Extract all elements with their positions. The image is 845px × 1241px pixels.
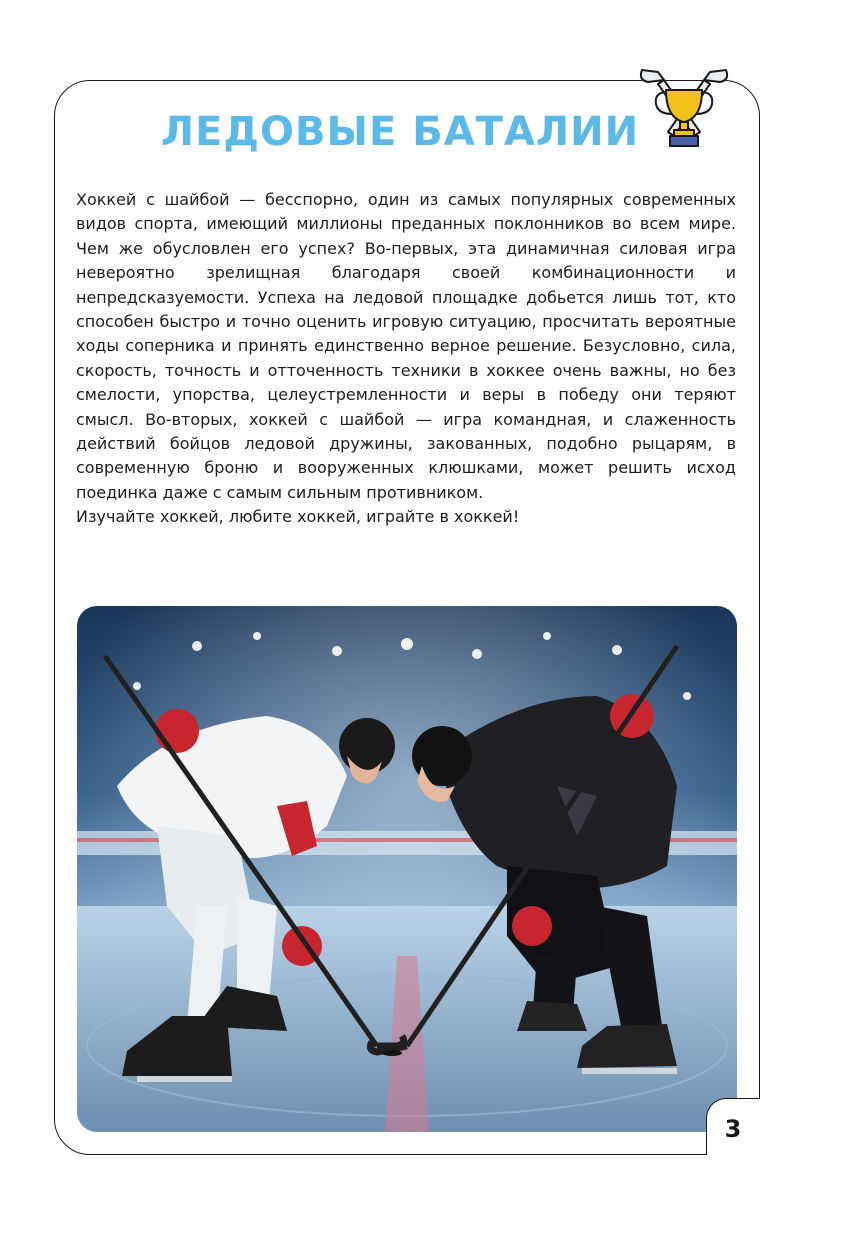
hockey-faceoff-photo <box>77 606 737 1132</box>
photo-illustration <box>77 606 737 1132</box>
article-text <box>76 188 736 530</box>
trophy-with-crossed-hockey-sticks-icon <box>634 62 734 154</box>
paragraph-slogan: Изучайте хоккей, любите хоккей, играйте в хоккей! <box>76 507 520 527</box>
paragraph-intro: Хоккей с шайбой — бесспорно, один из самых популярных современных видов спорта, имеющий миллионы преданных поклонников во всем мире. Чем же обусловлен его успех? Во-первых, эта динамичная силовая игра невероятно зрелищная благодаря своей комбинационности и непредсказуемости. Успеха на ледовой площадке добьется лишь тот, кто способен быстро и точно оценить игровую ситуацию, просчитать вероятные ходы соперника и принять единственно верное решение. Безусловно, сила, скорость, точность и отточенность техники в хоккее очень важны, но без смелости, упорства, целеустремленности и веры в победу они теряют смысл. Во-вторых, хоккей с шайбой — игра командная, и слаженность действий бойцов ледовой дружины, закованных, подобно рыцарям, в современную броню и вооруженных клюшками, может решить исход поединка даже с самым сильным противником. <box>76 190 736 502</box>
page-title: ЛЕДОВЫЕ БАТАЛИИ <box>160 109 640 155</box>
page-number: 3 <box>724 1115 742 1143</box>
